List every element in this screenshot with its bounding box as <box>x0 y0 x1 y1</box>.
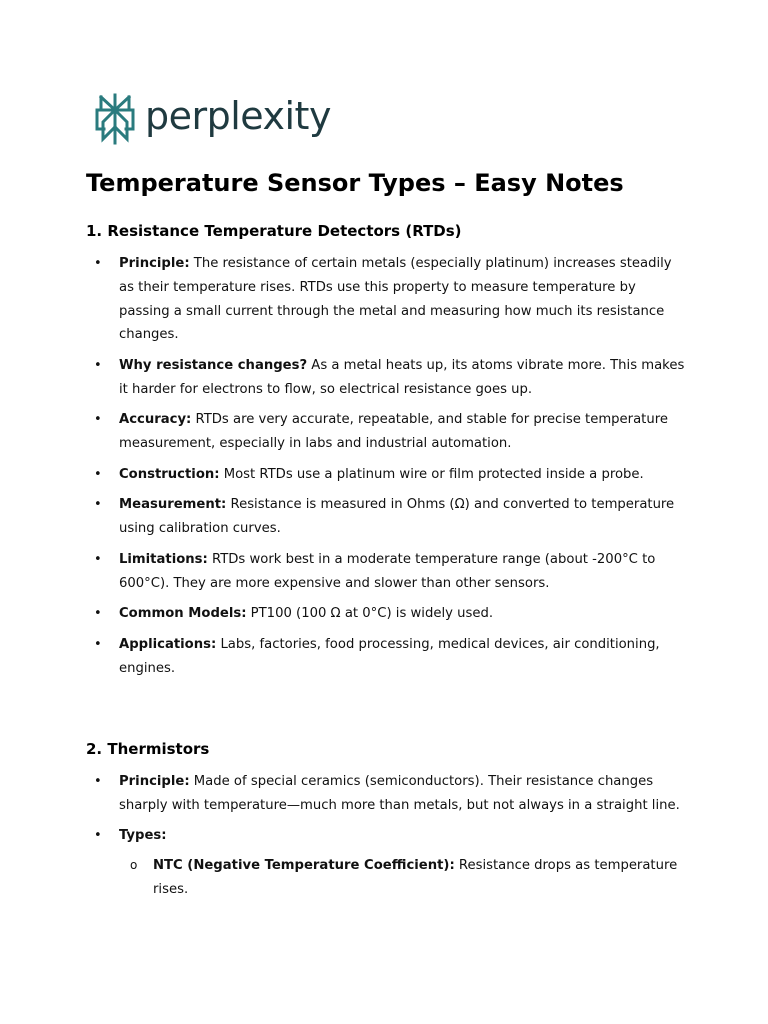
item-label: Measurement: <box>119 497 227 513</box>
page-title: Temperature Sensor Types – Easy Notes <box>86 169 624 197</box>
list-item <box>86 602 686 626</box>
item-text: RTDs are very accurate, repeatable, and stable for precise temperature measurement, especially in labs and industrial automation. <box>119 412 668 452</box>
item-label: Principle: <box>119 774 190 789</box>
item-text: Labs, factories, food processing, medical devices, air conditioning, engines. <box>119 636 660 676</box>
list-item <box>86 548 686 596</box>
thermistor-bullet-list <box>86 770 686 909</box>
list-item <box>86 633 686 681</box>
item-label: Limitations: <box>119 551 208 567</box>
sub-item-label: NTC (Negative Temperature Coefficient): <box>153 858 455 874</box>
item-text: Resistance is measured in Ohms (Ω) and converted to temperature using calibration curves. <box>119 497 675 537</box>
item-label: Why resistance changes? <box>119 357 308 373</box>
item-label: Principle: <box>119 256 190 271</box>
item-text: Made of special ceramics (semiconductors). Their resistance changes sharply with temperature—much more than metals, but not always in a straight line. <box>119 774 680 813</box>
logo-wordmark: perplexity <box>145 94 331 138</box>
list-item <box>86 252 686 347</box>
sub-list-item <box>119 854 686 902</box>
item-text: PT100 (100 Ω at 0°C) is widely used. <box>246 606 494 622</box>
section-heading-rtds: 1. Resistance Temperature Detectors (RTDs) <box>86 222 462 240</box>
list-item <box>86 770 686 818</box>
logo <box>94 93 331 145</box>
item-label: Construction: <box>119 466 220 482</box>
item-text: As a metal heats up, its atoms vibrate more. This makes it harder for electrons to flow, so electrical resistance goes up. <box>119 357 685 397</box>
list-item <box>86 354 686 402</box>
perplexity-logo-icon <box>94 93 136 145</box>
item-label: Types: <box>119 828 167 844</box>
item-text: Most RTDs use a platinum wire or film protected inside a probe. <box>219 466 644 482</box>
rtd-bullet-list <box>86 252 686 687</box>
item-label: Accuracy: <box>119 412 192 428</box>
list-item <box>86 824 686 901</box>
item-text: The resistance of certain metals (especially platinum) increases steadily as their temperature rises. RTDs use this property to measure temperature by passing a small current through the metal and measuring how much its resistance changes. <box>119 256 672 343</box>
item-label: Applications: <box>119 636 217 652</box>
types-sub-list <box>119 854 686 902</box>
list-item <box>86 493 686 541</box>
list-item <box>86 408 686 456</box>
item-label: Common Models: <box>119 606 247 622</box>
sub-item-text: Resistance drops as temperature rises. <box>153 858 678 897</box>
section-heading-thermistors: 2. Thermistors <box>86 740 210 758</box>
item-text: RTDs work best in a moderate temperature range (about -200°C to 600°C). They are more expensive and slower than other sensors. <box>119 551 656 591</box>
list-item <box>86 463 686 487</box>
